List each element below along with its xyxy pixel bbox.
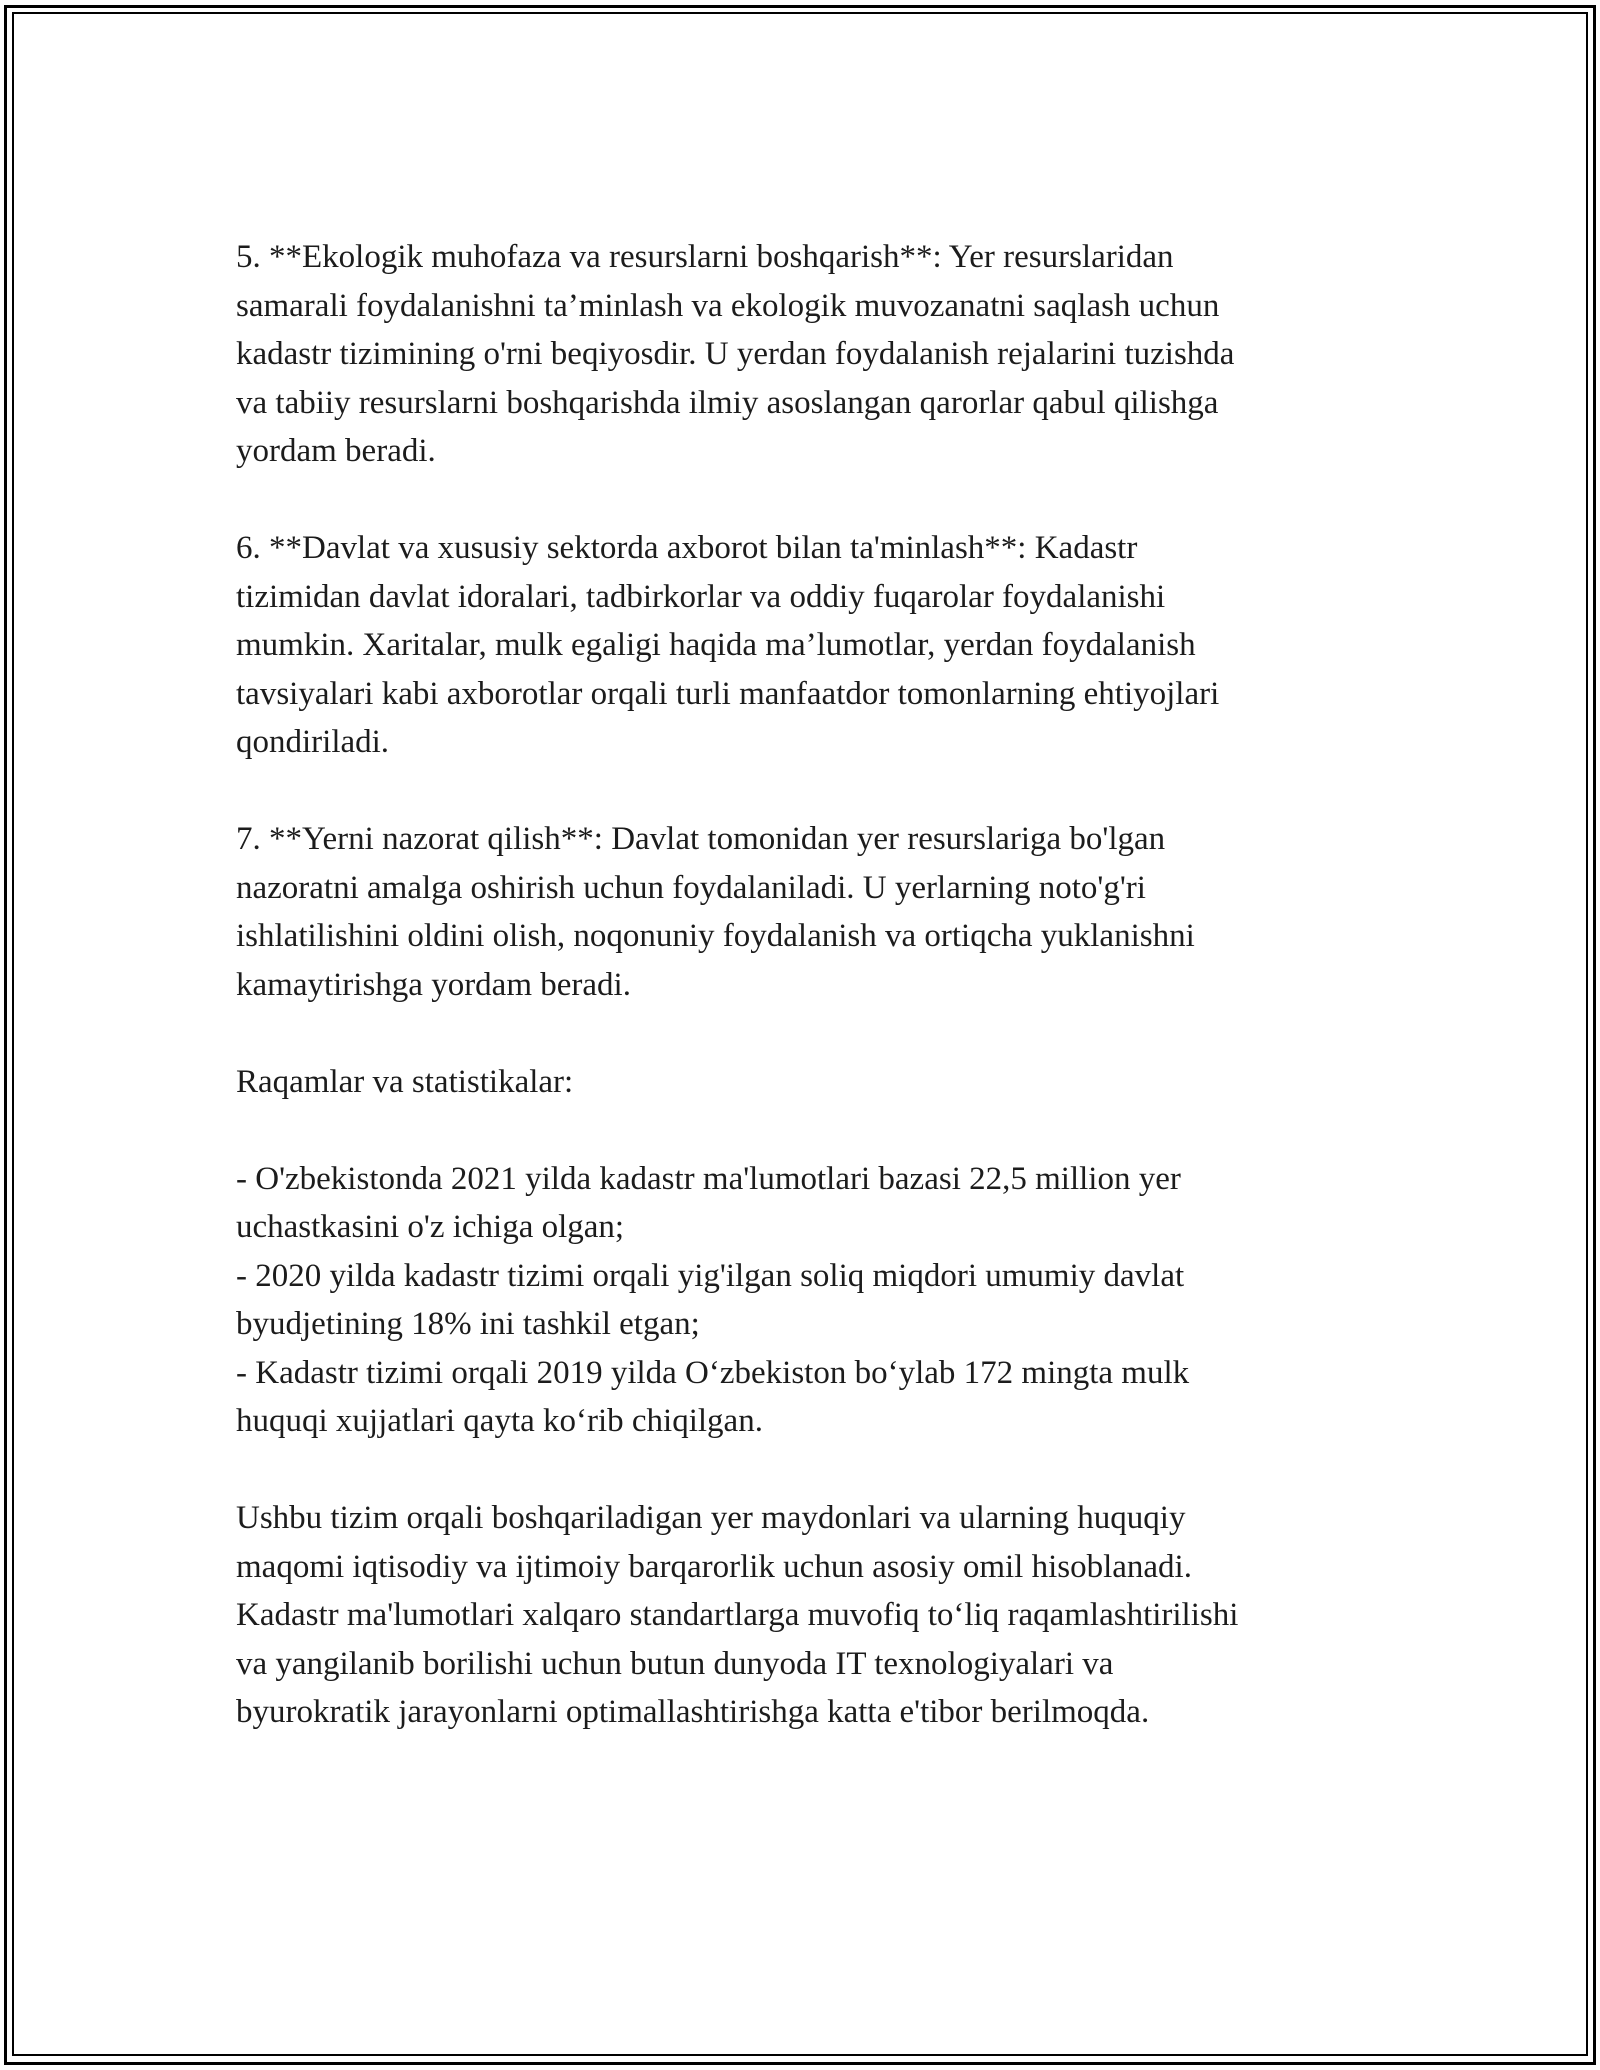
paragraph-ecological-protection — [236, 233, 1366, 476]
text-line: Ushbu tizim orqali boshqariladigan yer maydonlari va ularning huquqiy — [236, 1500, 1186, 1536]
text-line: 7. **Yerni nazorat qilish**: Davlat tomonidan yer resurslariga bo'lgan — [236, 821, 1166, 857]
text-line: ishlatilishini oldini olish, noqonuniy foydalanish va ortiqcha yuklanishni — [236, 918, 1195, 954]
section-heading-statistics — [236, 1058, 1366, 1107]
text-line: va yangilanib borilishi uchun butun dunyoda IT texnologiyalari va — [236, 1645, 1114, 1682]
text-line: tavsiyalari kabi axborotlar orqali turli manfaatdor tomonlarning ehtiyojlari — [236, 675, 1220, 712]
document-body — [236, 233, 1366, 1737]
paragraph-information-provision — [236, 524, 1366, 767]
list-item-line: byudjetining 18% ini tashkil etgan; — [236, 1306, 700, 1342]
list-item-line: huquqi xujjatlari qayta ko‘rib chiqilgan. — [236, 1403, 763, 1439]
text-line: yordam beradi. — [236, 433, 436, 469]
paragraph-land-control — [236, 815, 1366, 1009]
text-line: byurokratik jarayonlarni optimallashtirishga katta e'tibor berilmoqda. — [236, 1694, 1150, 1730]
text-line: qondiriladi. — [236, 724, 390, 760]
text-line: mumkin. Xaritalar, mulk egaligi haqida ma’lumotlar, yerdan foydalanish — [236, 627, 1196, 663]
text-line: kamaytirishga yordam beradi. — [236, 966, 631, 1003]
paragraph-conclusion — [236, 1494, 1366, 1737]
text-line: va tabiiy resurslarni boshqarishda ilmiy asoslangan qarorlar qabul qilishga — [236, 384, 1219, 421]
list-item-line: - Kadastr tizimi orqali 2019 yilda O‘zbekiston bo‘ylab 172 mingta mulk — [236, 1354, 1190, 1391]
text-line: tizimidan davlat idoralari, tadbirkorlar va oddiy fuqarolar foydalanishi — [236, 578, 1166, 615]
text-line: 5. **Ekologik muhofaza va resurslarni boshqarish**: Yer resurslaridan — [236, 239, 1174, 275]
text-line: samarali foydalanishni ta’minlash va ekologik muvozanatni saqlash uchun — [236, 287, 1220, 324]
text-line: kadastr tizimining o'rni beqiyosdir. U yerdan foydalanish rejalarini tuzishda — [236, 336, 1235, 372]
text-line: 6. **Davlat va xususiy sektorda axborot bilan ta'minlash**: Kadastr — [236, 530, 1138, 566]
text-line: Raqamlar va statistikalar: — [236, 1063, 574, 1100]
list-item-line: - O'zbekistonda 2021 yilda kadastr ma'lumotlari bazasi 22,5 million yer — [236, 1160, 1181, 1197]
text-line: maqomi iqtisodiy va ijtimoiy barqarorlik uchun asosiy omil hisoblanadi. — [236, 1548, 1192, 1585]
text-line: Kadastr ma'lumotlari xalqaro standartlarga muvofiq to‘liq raqamlashtirilishi — [236, 1597, 1239, 1633]
list-item-line: uchastkasini o'z ichiga olgan; — [236, 1209, 625, 1245]
statistics-list — [236, 1155, 1366, 1446]
text-line: nazoratni amalga oshirish uchun foydalaniladi. U yerlarning noto'g'ri — [236, 869, 1146, 906]
list-item-line: - 2020 yilda kadastr tizimi orqali yig'ilgan soliq miqdori umumiy davlat — [236, 1257, 1185, 1294]
